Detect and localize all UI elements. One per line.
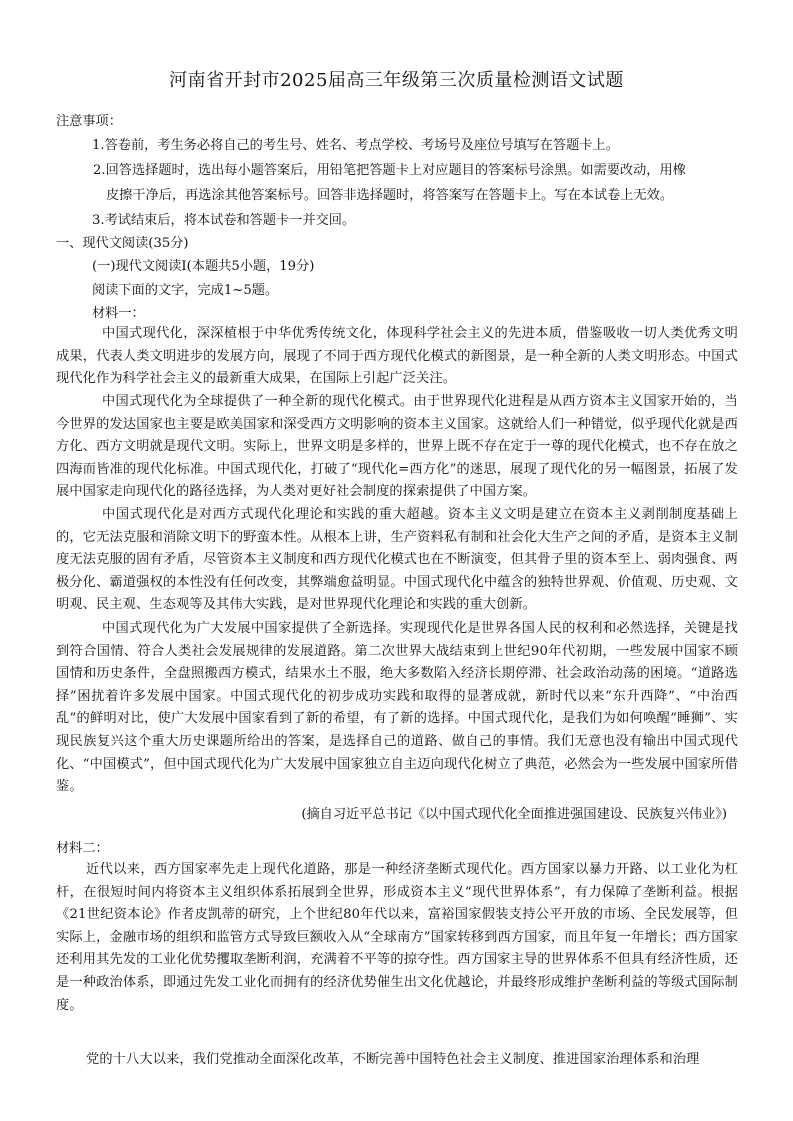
subsection-heading: (一)现代文阅读Ⅰ(本题共5小题，19分) xyxy=(92,259,315,274)
notice-item-3: 3.考试结束后，将本试卷和答题卡一并交回。 xyxy=(92,213,356,228)
notice-item-1: 1.答卷前，考生务必将自己的考生号、姓名、考点学校、考场号及座位号填写在答题卡上。 xyxy=(92,138,619,153)
section-heading: 一、现代文阅读(35分) xyxy=(56,236,189,251)
material-1-paragraph-3: 中国式现代化是对西方式现代化理论和实践的重大超越。资本主义文明是建立在资本主义剥削制度基础上的，它无法克服和消除文明下的野蛮本性。从根本上讲，生产资料私有制和社会化大生产之间的矛盾，是资本主义制度无法克服的固有矛盾，尽管资本主义制度和西方现代化模式也在不断演变，但其骨子里的资本至上、弱肉强食、两极分化、霸道强权的本性没有任何改变，其弊端愈益明显。中国式现代化中蕴含的独特世界观、价值观、历史观、文明观、民主观、生态观等及其伟大实践，是对世界现代化理论和实践的重大创新。 xyxy=(56,507,738,613)
notice-heading: 注意事项： xyxy=(56,114,122,129)
notice-item-2-cont: 皮擦干净后，再选涂其他答案标号。回答非选择题时，将答案写在答题卡上。写在本试卷上无效。 xyxy=(106,188,674,203)
material-2-paragraph-1: 近代以来，西方国家率先走上现代化道路，那是一种经济垄断式现代化。西方国家以暴力开路、以工业化为杠杆，在很短时间内将资本主义组织体系拓展到全世界，形成资本主义“现代世界体系”，有力保障了垄断利益。根据《21世纪资本论》作者皮凯蒂的研究，上个世纪80年代以来，富裕国家假装支持公平开放的市场、全民发展等，但实际上，金融市场的组织和监管方式导致巨额收入从“全球南方”国家转移到西方国家，而且年复一年增长；西方国家还利用其先发的工业化优势攫取垄断利润，充满着不平等的掠夺性。西方国家主导的世界体系不但具有经济性质，还是一种政治体系，即通过先发工业化而拥有的经济优势催生出文化优越论，并最终形成维护垄断利益的等级式国际制度。 xyxy=(56,862,738,1013)
material-1-paragraph-4: 中国式现代化为广大发展中国家提供了全新选择。实现现代化是世界各国人民的权利和必然选择，关键是找到符合国情、符合人类社会发展规律的发展道路。第二次世界大战结束到上世纪90年代初期，一些发展中国家不顾国情和历史条件，全盘照搬西方模式，结果水土不服，绝大多数陷入经济长期停滞、社会政治动荡的困境。“道路选择”困扰着许多发展中国家。中国式现代化的初步成功实践和取得的显著成就，新时代以来“东升西降”、“中治西乱”的鲜明对比，使广大发展中国家看到了新的希望，有了新的选择。中国式现代化，是我们为如何唤醒“睡狮”、实现民族复兴这个重大历史课题所给出的答案，是选择自己的道路、做自己的事情。我们无意也没有输出中国式现代化、“中国模式”，但中国式现代化为广大发展中国家独立自主迈向现代化树立了典范，必然会为一些发展中国家所借鉴。 xyxy=(56,621,738,795)
material-1-source: (摘自习近平总书记《以中国式现代化全面推进强国建设、民族复兴伟业》) xyxy=(301,807,727,822)
material-1-paragraph-2: 中国式现代化为全球提供了一种全新的现代化模式。由于世界现代化进程是从西方资本主义国家开始的，当今世界的发达国家也主要是欧美国家和深受西方文明影响的资本主义国家。这就给人们一种错觉，似乎现代化就是西方化、西方文明就是现代文明。实际上，世界文明是多样的，世界上既不存在定于一尊的现代化模式，也不存在放之四海而皆准的现代化标准。中国式现代化，打破了“现代化=西方化”的迷思，展现了现代化的另一幅图景，拓展了发展中国家走向现代化的路径选择，为人类对更好社会制度的探索提供了中国方案。 xyxy=(56,394,738,500)
material-1-paragraph-1: 中国式现代化，深深植根于中华优秀传统文化，体现科学社会主义的先进本质，借鉴吸收一切人类优秀文明成果，代表人类文明进步的发展方向，展现了不同于西方现代化模式的新图景，是一种全新的人类文明形态。中国式现代化作为科学社会主义的最新重大成果，在国际上引起广泛关注。 xyxy=(56,326,738,387)
material-1-label: 材料一： xyxy=(92,306,145,321)
material-2-paragraph-2: 党的十八大以来，我们党推动全面深化改革，不断完善中国特色社会主义制度、推进国家治理体系和治理 xyxy=(86,1052,700,1067)
material-2-label: 材料二： xyxy=(56,841,109,856)
reading-instruction: 阅读下面的文字，完成1~5题。 xyxy=(92,283,279,298)
page-title: 河南省开封市2025届高三年级第三次质量检测语文试题 xyxy=(169,70,624,91)
notice-item-2: 2.回答选择题时，选出每小题答案后，用铅笔把答题卡上对应题目的答案标号涂黑。如需要改动，用橡 xyxy=(93,163,686,178)
